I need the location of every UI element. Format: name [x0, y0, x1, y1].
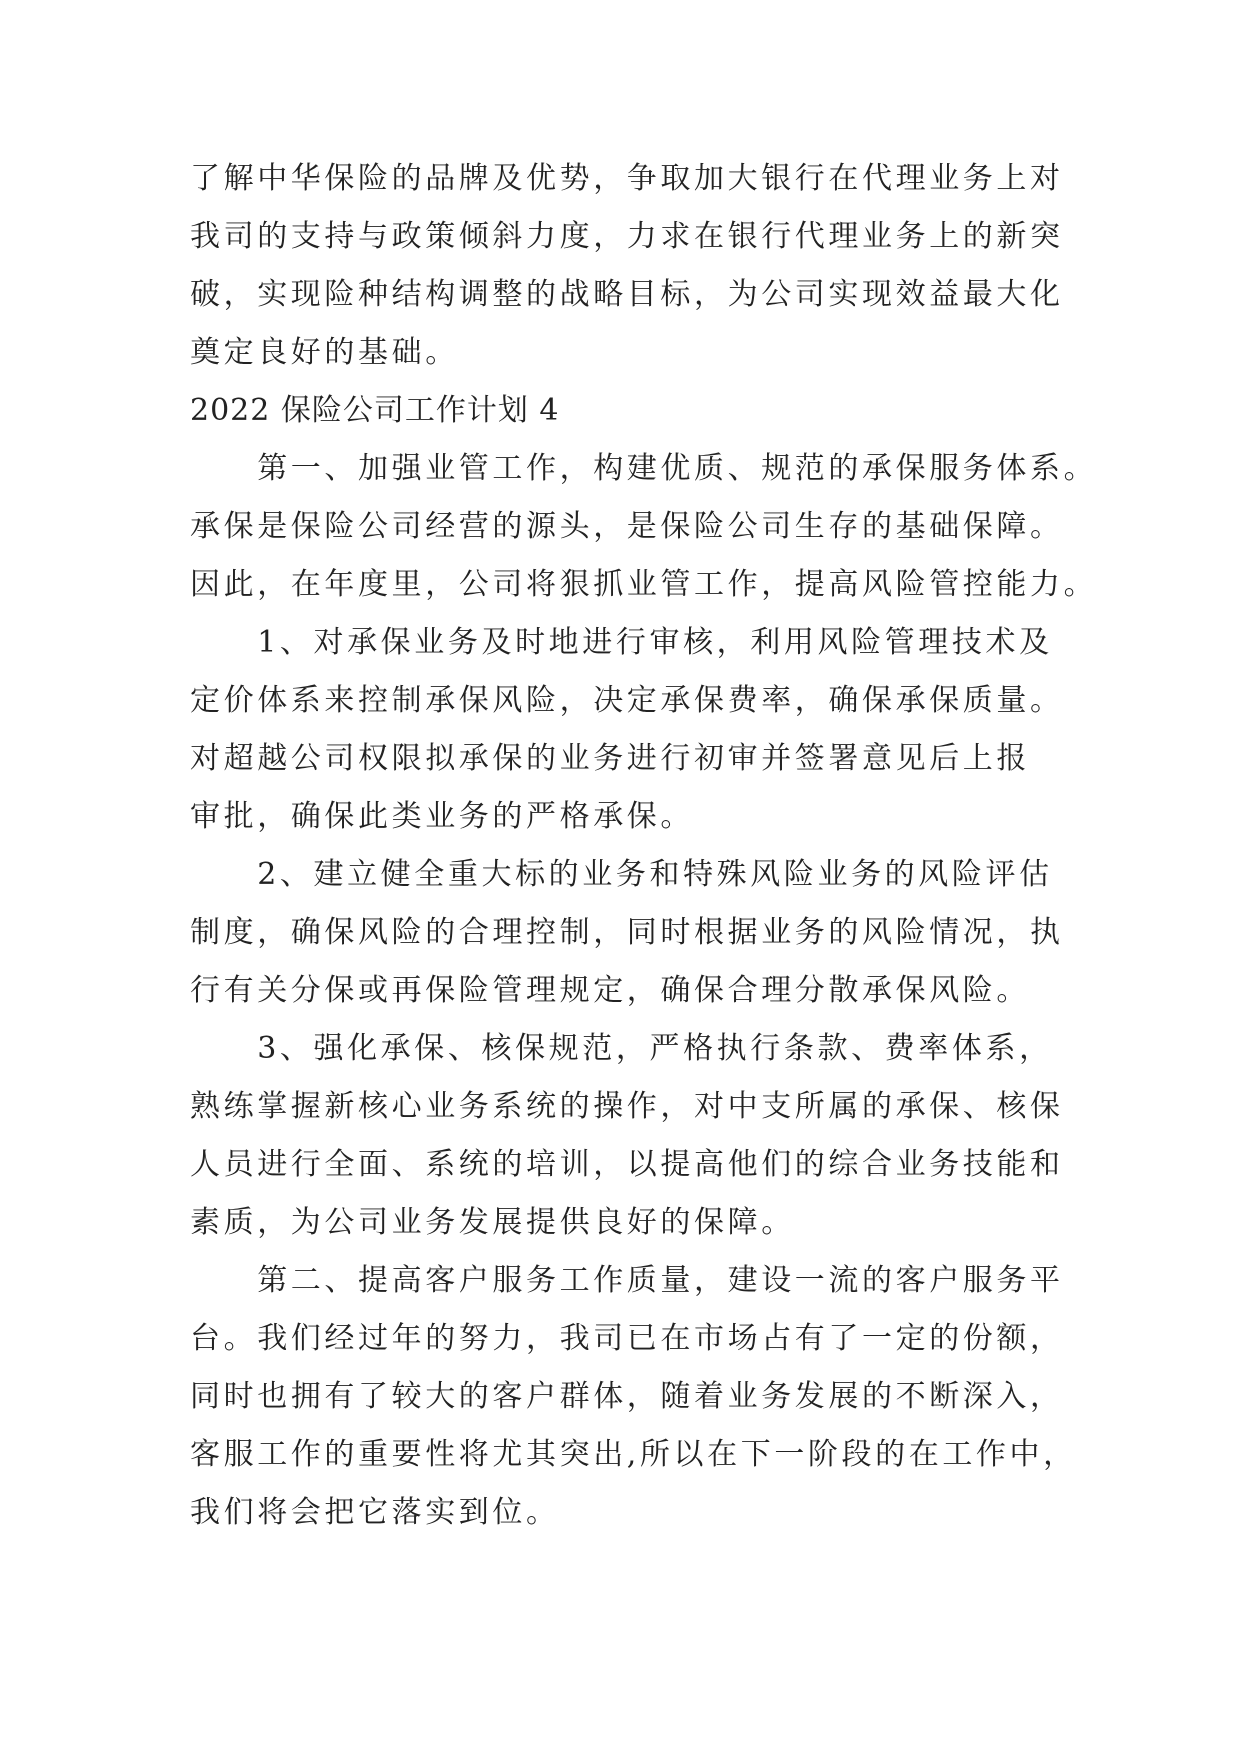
paragraph-line: 台。我们经过年的努力，我司已在市场占有了一定的份额， [190, 1321, 1064, 1356]
paragraph-line: 第二、提高客户服务工作质量，建设一流的客户服务平 [190, 1263, 1064, 1298]
paragraph-line: 3、强化承保、核保规范，严格执行条款、费率体系， [190, 1031, 1053, 1066]
paragraph-line: 因此，在年度里，公司将狠抓业管工作，提高风险管控能力。 [190, 567, 1098, 602]
paragraph-line: 了解中华保险的品牌及优势，争取加大银行在代理业务上对 [190, 161, 1064, 196]
document-body [190, 150, 1098, 1542]
paragraph-line: 客服工作的重要性将尤其突出,所以在下一阶段的在工作中， [190, 1437, 1077, 1472]
paragraph-line: 第一、加强业管工作，构建优质、规范的承保服务体系。 [190, 451, 1098, 486]
paragraph-line: 人员进行全面、系统的培训，以提高他们的综合业务技能和 [190, 1147, 1064, 1182]
paragraph-line: 破，实现险种结构调整的战略目标，为公司实现效益最大化 [190, 277, 1064, 312]
paragraph-line: 审批，确保此类业务的严格承保。 [190, 799, 694, 834]
paragraph-line: 对超越公司权限拟承保的业务进行初审并签署意见后上报 [190, 741, 1030, 776]
paragraph-line: 定价体系来控制承保风险，决定承保费率，确保承保质量。 [190, 683, 1064, 718]
paragraph-line: 素质，为公司业务发展提供良好的保障。 [190, 1205, 795, 1240]
section-heading: 2022 保险公司工作计划 4 [190, 393, 560, 428]
paragraph-line: 熟练掌握新核心业务系统的操作，对中支所属的承保、核保 [190, 1089, 1064, 1124]
paragraph-line: 1、对承保业务及时地进行审核，利用风险管理技术及 [190, 625, 1053, 660]
paragraph-line: 行有关分保或再保险管理规定，确保合理分散承保风险。 [190, 973, 1030, 1008]
paragraph-line: 我司的支持与政策倾斜力度，力求在银行代理业务上的新突 [190, 219, 1064, 254]
paragraph-line: 承保是保险公司经营的源头，是保险公司生存的基础保障。 [190, 509, 1064, 544]
paragraph-line: 我们将会把它落实到位。 [190, 1495, 560, 1530]
paragraph-line: 制度，确保风险的合理控制，同时根据业务的风险情况，执 [190, 915, 1064, 950]
paragraph-line: 奠定良好的基础。 [190, 335, 459, 370]
paragraph-line: 同时也拥有了较大的客户群体，随着业务发展的不断深入， [190, 1379, 1064, 1414]
paragraph-line: 2、建立健全重大标的业务和特殊风险业务的风险评估 [190, 857, 1053, 892]
